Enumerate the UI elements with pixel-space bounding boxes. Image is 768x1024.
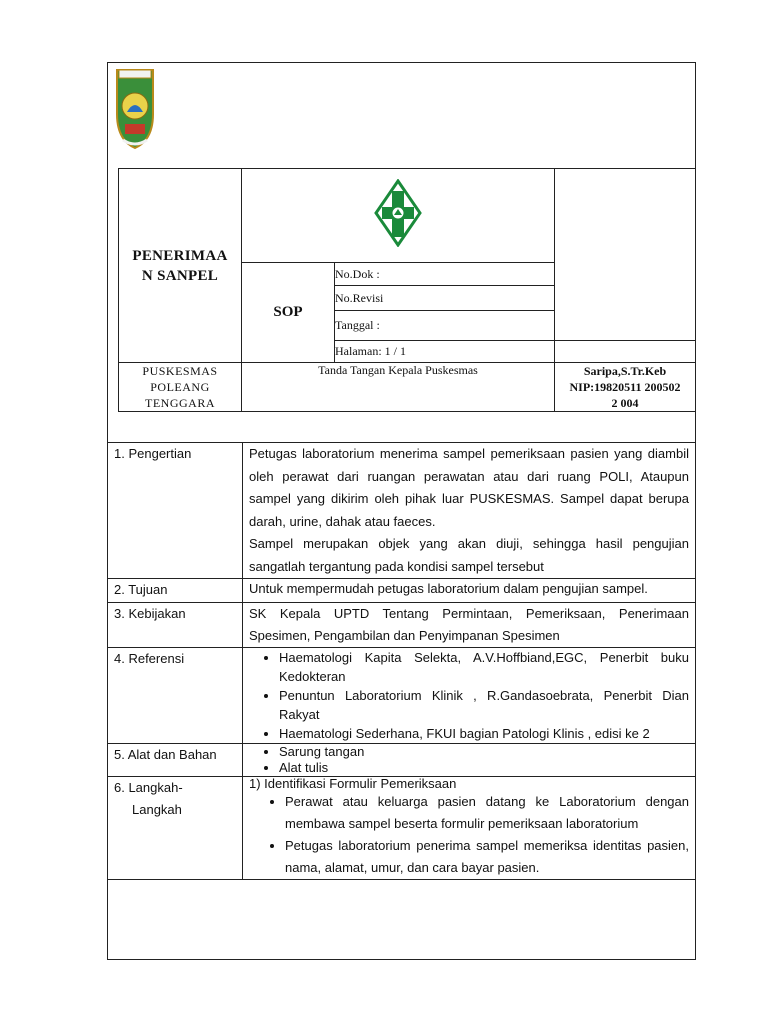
step-title: 1) Identifikasi Formulir Pemeriksaan <box>249 775 457 791</box>
sop-header-table <box>118 168 696 412</box>
section-label: 3. Kebijakan <box>108 602 243 647</box>
section-langkah <box>108 776 696 879</box>
regency-emblem-icon <box>113 62 157 152</box>
signer-block <box>555 363 696 412</box>
document-title <box>119 169 242 363</box>
pengertian-paragraph-2: Sampel merupakan objek yang akan diuji, sehingga hasil pengujian sangatlah tergantung pada kondisi sampel tersebut <box>249 536 689 574</box>
section-content <box>243 443 696 579</box>
empty-cell-2 <box>555 341 696 363</box>
sop-body-table <box>107 442 696 880</box>
referensi-list-cell <box>243 647 696 743</box>
langkah-label-line1: 6. Langkah- <box>114 779 183 795</box>
section-referensi <box>108 647 696 743</box>
alat-list-cell <box>243 743 696 776</box>
signer-nip-1: NIP:19820511 200502 <box>569 380 681 394</box>
organization-name <box>119 363 242 412</box>
alat-list <box>249 744 689 776</box>
pengertian-paragraph-1: Petugas laboratorium menerima sampel pemeriksaan pasien yang diambil oleh perawat dari ruangan perawatan atau dari ruang POLI, Ataupun sampel yang dikirim oleh pihak luar PUSKESMAS. Sampel dapat berupa darah, urine, dahak atau faeces. <box>249 446 689 529</box>
document-title-line2: N SANPEL <box>141 267 219 284</box>
langkah-label-line2: Langkah <box>132 801 182 817</box>
org-line-2: POLEANG <box>150 380 210 394</box>
list-item: • Perawat atau keluarga pasien datang ke Laboratorium dengan membawa sampel beserta formulir pemeriksaan laboratorium <box>285 791 689 835</box>
section-label <box>108 776 243 879</box>
document-title-line1: PENERIMAA <box>132 247 228 264</box>
org-line-1: PUSKESMAS <box>142 364 218 378</box>
langkah-content <box>243 776 696 879</box>
list-item: • Haematologi Kapita Selekta, A.V.Hoffbiand,EGC, Penerbit buku Kedokteran <box>279 648 689 686</box>
org-line-3: TENGGARA <box>145 396 215 410</box>
sop-label: SOP <box>242 263 335 363</box>
section-pengertian <box>108 443 696 579</box>
referensi-list <box>249 648 689 743</box>
section-alat <box>108 743 696 776</box>
section-label: 2. Tujuan <box>108 579 243 603</box>
signer-name: Saripa,S.Tr.Keb <box>583 364 667 378</box>
section-tujuan <box>108 579 696 603</box>
empty-cell <box>555 169 696 341</box>
signer-nip-2: 2 004 <box>611 396 639 410</box>
langkah-list <box>249 791 689 879</box>
section-label: 4. Referensi <box>108 647 243 743</box>
tanggal-field: Tanggal : <box>335 311 555 341</box>
section-kebijakan <box>108 602 696 647</box>
puskesmas-logo-icon <box>374 179 422 247</box>
tujuan-text: Untuk mempermudah petugas laboratorium dalam pengujian sampel. <box>243 579 696 603</box>
list-item: • Petugas laboratorium penerima sampel memeriksa identitas pasien, nama, alamat, umur, dan cara bayar pasien. <box>285 835 689 879</box>
section-label: 5. Alat dan Bahan <box>108 743 243 776</box>
list-item: • Sarung tangan <box>279 744 689 760</box>
section-label: 1. Pengertian <box>108 443 243 579</box>
halaman-field: Halaman: 1 / 1 <box>335 341 555 363</box>
list-item: • Penuntun Laboratorium Klinik , R.Gandasoebrata, Penerbit Dian Rakyat <box>279 686 689 724</box>
list-item: • Haematologi Sederhana, FKUI bagian Patologi Klinis , edisi ke 2 <box>279 724 689 743</box>
puskesmas-logo-cell <box>242 169 555 263</box>
kebijakan-text: SK Kepala UPTD Tentang Permintaan, Pemeriksaan, Penerimaan Spesimen, Pengambilan dan Penyimpanan Spesimen <box>243 602 696 647</box>
no-revisi-field: No.Revisi <box>335 286 555 311</box>
no-dok-field: No.Dok : <box>335 263 555 286</box>
list-item: • Alat tulis <box>279 760 689 776</box>
signature-label: Tanda Tangan Kepala Puskesmas <box>242 363 555 412</box>
